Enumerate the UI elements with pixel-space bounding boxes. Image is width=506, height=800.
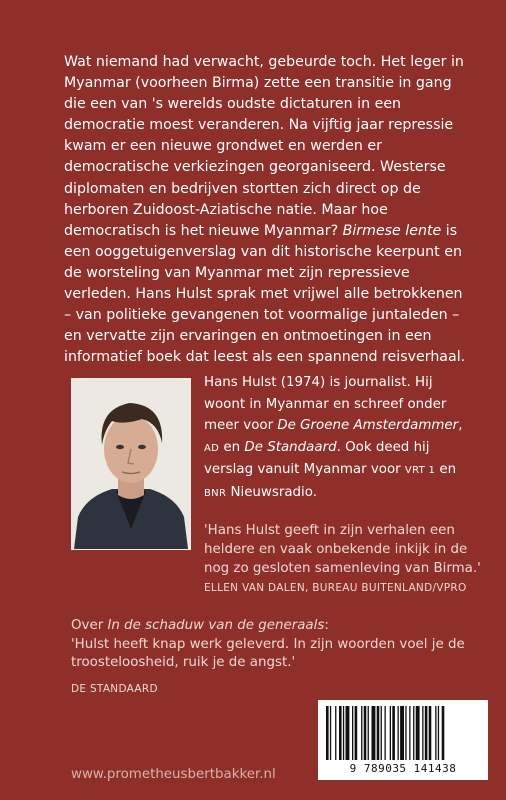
publisher-url[interactable]: www.prometheusbertbakker.nl [71, 767, 276, 782]
barcode-bar [400, 706, 404, 760]
bio-separator-3: en [435, 462, 457, 478]
barcode-bar [335, 706, 336, 760]
review-quote-1: 'Hans Hulst geeft in zijn verhalen een heldere en vaak onbekende inkijk in de nog zo gesloten samenleving van Birma.' [204, 523, 481, 576]
review-quote-2 [71, 617, 481, 673]
book-title-italic: Birmese lente [342, 222, 442, 239]
barcode-bar [392, 706, 395, 760]
barcode-bar [429, 706, 432, 760]
review-attribution-2: DE STANDAARD [71, 683, 158, 695]
barcode-bar [355, 706, 358, 760]
barcode-bar [368, 706, 369, 760]
barcode-bar [343, 706, 344, 760]
bio-text-3: Nieuwsradio. [226, 484, 317, 500]
barcode-bar [385, 706, 386, 760]
barcode-bar [326, 706, 329, 760]
barcode-bar [364, 706, 367, 760]
publication-1: De Groene Amsterdammer [277, 418, 459, 434]
barcode-bar [346, 706, 350, 760]
publication-ad: AD [204, 442, 220, 454]
bio-text-2: . Ook deed hij verslag vanuit Myanmar voor [204, 439, 430, 478]
barcode-bar [352, 706, 353, 760]
isbn-number: 9 789035 141438 [349, 762, 457, 775]
barcode-bar [398, 706, 399, 760]
back-cover-blurb [64, 52, 474, 368]
bio-separator-1: , [458, 418, 463, 434]
blurb-text-1: Wat niemand had verwacht, gebeurde toch. Het leger in Myanmar (voorheen Birma) zette een transitie in gang die een van 's werelds oudste dictaturen in een democratie moest veranderen. Na vijftig jaar repressie kwam er een nieuwe grondwet en werden er democratische verkiezingen georganiseerd. Westerse diplomaten en bedrijven stortten zich direct op de herboren Zuidoost-Aziatische natie. Maar hoe democratisch is het nieuwe Myanmar? [64, 54, 464, 239]
barcode-bar [339, 706, 342, 760]
author-photo [71, 378, 191, 550]
barcode-bar [361, 706, 362, 760]
barcode-bar [438, 706, 439, 760]
barcode-bar [416, 706, 420, 760]
barcode-bars [326, 706, 480, 762]
quote2-intro: Over [71, 618, 108, 633]
broadcaster-vrt: VRT 1 [404, 465, 436, 477]
barcode-bar [442, 706, 445, 760]
barcode-bar [413, 706, 414, 760]
author-bio [204, 372, 476, 505]
broadcaster-bnr: BNR [204, 487, 227, 499]
barcode-bar [435, 706, 436, 760]
isbn-barcode [318, 700, 488, 780]
review-attribution-1: ELLEN VAN DALEN, BUREAU BUITENLAND/VPRO [204, 582, 467, 594]
barcode-bar [425, 706, 428, 760]
author-portrait-image [72, 379, 190, 549]
barcode-bar [330, 706, 331, 760]
barcode-bar [381, 706, 382, 760]
quote2-intro-end: : [324, 618, 329, 633]
barcode-bar [377, 706, 380, 760]
blurb-text-2: is een ooggetuigenverslag van dit historische keerpunt en de worsteling van Myanmar met zijn repressieve verleden. Hans Hulst sprak met vrijwel alle betrokkenen – van politieke gevangenen tot voormalige juntaleden – en vervatte zijn ervaringen en ontmoetingen in een informatief boek dat leest als een spannend reisverhaal. [64, 222, 466, 366]
bio-separator-2: en [219, 439, 245, 455]
quote2-text: 'Hulst heeft knap werk geleverd. In zijn woorden voel je de troosteloosheid, ruik je de angst.' [71, 636, 465, 671]
bio-text-1: Hans Hulst (1974) is journalist. Hij woont in Myanmar en schreef onder meer voor [204, 375, 447, 434]
barcode-bar [405, 706, 406, 760]
barcode-bar [409, 706, 410, 760]
barcode-bar [372, 706, 376, 760]
barcode-bar [390, 706, 391, 760]
barcode-bar [422, 706, 423, 760]
previous-book-title: In de schaduw van de generaals [107, 618, 325, 633]
publication-2: De Standaard [244, 439, 337, 455]
